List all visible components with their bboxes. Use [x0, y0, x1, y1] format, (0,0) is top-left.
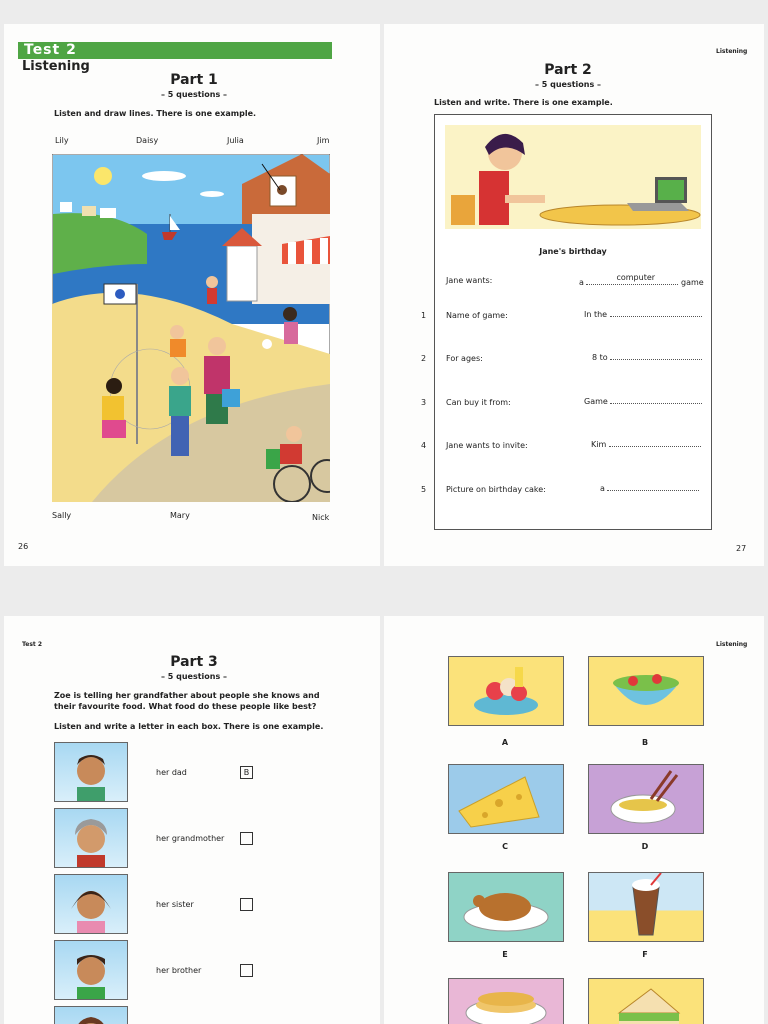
- answer-box-grandmother[interactable]: [240, 832, 253, 845]
- food-letter-f: F: [642, 950, 648, 959]
- sun-icon: [94, 167, 112, 185]
- pancakes-icon: [449, 979, 563, 1024]
- page-29: [384, 616, 764, 1024]
- instruction: Listen and write a letter in each box. There is one example.: [54, 722, 324, 731]
- portrait-brother: [54, 940, 128, 1000]
- name-nick: Nick: [312, 513, 330, 522]
- food-letter-d: D: [641, 842, 649, 851]
- caption: Jane's birthday: [539, 247, 607, 256]
- cheese-icon: [449, 765, 563, 833]
- example-answer: computer: [616, 273, 656, 282]
- page-header: Listening: [716, 641, 748, 648]
- test-banner: [18, 42, 332, 59]
- page-number: 27: [736, 544, 747, 553]
- name-jim: Jim: [317, 136, 330, 145]
- food-picture-a: [448, 656, 564, 726]
- page-number: 26: [18, 542, 29, 551]
- person-label-sister: her sister: [156, 900, 194, 909]
- food-letter-a: A: [501, 738, 509, 747]
- portrait-sister: [54, 874, 128, 934]
- person-label-dad: her dad: [156, 768, 187, 777]
- test-label: Test 2: [24, 42, 77, 58]
- jane-computer-illustration: [445, 125, 701, 229]
- instruction: Listen and write. There is one example.: [434, 98, 613, 107]
- example-label: Jane wants:: [446, 276, 493, 285]
- food-letter-c: C: [502, 842, 508, 851]
- name-daisy: Daisy: [136, 136, 159, 145]
- name-julia: Julia: [227, 136, 244, 145]
- salad-icon: [589, 657, 703, 725]
- questions-count: – 5 questions –: [534, 80, 602, 89]
- name-mary: Mary: [170, 511, 190, 520]
- food-picture-e: [448, 872, 564, 942]
- person-label-grandmother: her grandmother: [156, 834, 225, 843]
- food-picture-d: [588, 764, 704, 834]
- food-letter-e: E: [502, 950, 508, 959]
- page-26: [4, 24, 380, 566]
- food-picture-g: [448, 978, 564, 1024]
- milkshake-icon: [589, 873, 703, 941]
- food-picture-c: [448, 764, 564, 834]
- instruction: Listen and draw lines. There is one example.: [54, 109, 257, 118]
- food-picture-b: [588, 656, 704, 726]
- answer-box-brother[interactable]: [240, 964, 253, 977]
- page-28: [4, 616, 380, 1024]
- example-answer-line: a computer game: [579, 273, 704, 287]
- person-label-brother: her brother: [156, 966, 202, 975]
- food-picture-h: [588, 978, 704, 1024]
- questions-count: – 5 questions –: [160, 672, 228, 681]
- part-title: Part 2: [544, 62, 592, 78]
- page-27: [384, 24, 764, 566]
- chicken-icon: [449, 873, 563, 941]
- sandwich-icon: [589, 979, 703, 1024]
- portrait-grandmother: [54, 808, 128, 868]
- answer-box-dad[interactable]: B: [240, 766, 253, 779]
- ice-cream-icon: [449, 657, 563, 725]
- noodles-icon: [589, 765, 703, 833]
- answer-box-sister[interactable]: [240, 898, 253, 911]
- section-label: Listening: [22, 59, 90, 74]
- name-lily: Lily: [55, 136, 69, 145]
- food-letter-b: B: [641, 738, 649, 747]
- part-title: Part 1: [170, 72, 218, 88]
- portrait-dad: [54, 742, 128, 802]
- part-title: Part 3: [170, 654, 218, 670]
- beach-scene: [52, 154, 330, 502]
- intro-text: Zoe is telling her grandfather about people she knows and their favourite food. What food do these people like best?: [54, 691, 320, 711]
- page-header: Test 2: [22, 641, 43, 648]
- answer-frame: Jane's birthday Jane wants: a computer game 1 Name of game: In the 2 For ages: 8 to 3 Can buy it from: Game 4 Jane wants to invite: Kim 5 Picture on birthday cake: a: [434, 114, 712, 530]
- questions-count: – 5 questions –: [160, 90, 228, 99]
- portrait-partial: [54, 1006, 128, 1024]
- food-picture-f: [588, 872, 704, 942]
- name-sally: Sally: [52, 511, 72, 520]
- page-header: Listening: [716, 48, 748, 55]
